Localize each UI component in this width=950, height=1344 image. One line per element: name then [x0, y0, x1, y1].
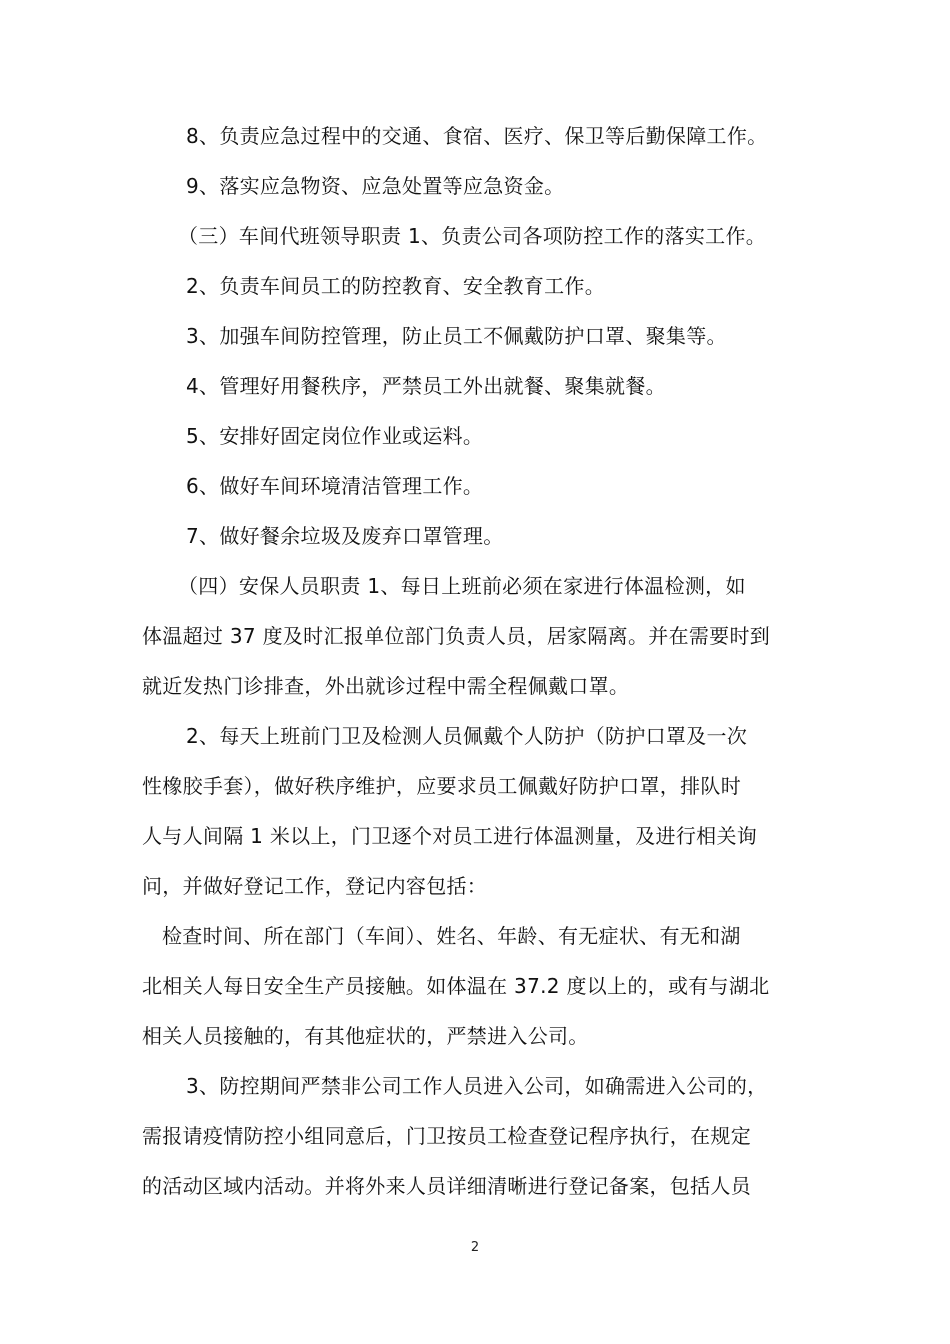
text-line: 6、做好车间环境清洁管理工作。: [186, 474, 484, 498]
text-line: 2、负责车间员工的防控教育、安全教育工作。: [186, 274, 606, 298]
text-line: 相关人员接触的，有其他症状的，严禁进入公司。: [142, 1024, 589, 1048]
text-line: 需报请疫情防控小组同意后，门卫按员工检查登记程序执行，在规定: [142, 1124, 751, 1148]
page-number: 2: [470, 1240, 480, 1255]
text-line: 7、做好餐余垃圾及废弃口罩管理。: [186, 524, 504, 548]
text-line: 检查时间、所在部门（车间）、姓名、年龄、有无症状、有无和湖: [162, 924, 741, 948]
section-heading-line: （四）安保人员职责 1、每日上班前必须在家进行体温检测，如: [178, 574, 746, 598]
section-heading-line: （三）车间代班领导职责 1、负责公司各项防控工作的落实工作。: [178, 224, 767, 248]
text-line: 人与人间隔 1 米以上，门卫逐个对员工进行体温测量，及进行相关询: [142, 824, 758, 848]
text-line: 8、负责应急过程中的交通、食宿、医疗、保卫等后勤保障工作。: [186, 124, 768, 148]
text-line: 就近发热门诊排查，外出就诊过程中需全程佩戴口罩。: [142, 674, 630, 698]
text-line: 体温超过 37 度及时汇报单位部门负责人员，居家隔离。并在需要时到: [142, 624, 771, 648]
text-line: 的活动区域内活动。并将外来人员详细清晰进行登记备案，包括人员: [142, 1174, 751, 1198]
text-line: 北相关人每日安全生产员接触。如体温在 37.2 度以上的，或有与湖北: [142, 974, 770, 998]
text-line: 问，并做好登记工作，登记内容包括：: [142, 874, 488, 898]
text-line: 4、管理好用餐秩序，严禁员工外出就餐、聚集就餐。: [186, 374, 666, 398]
text-line: 3、防控期间严禁非公司工作人员进入公司，如确需进入公司的，: [186, 1074, 768, 1098]
text-line: 3、加强车间防控管理，防止员工不佩戴防护口罩、聚集等。: [186, 324, 727, 348]
text-line: 性橡胶手套），做好秩序维护，应要求员工佩戴好防护口罩，排队时: [142, 774, 741, 798]
text-line: 5、安排好固定岗位作业或运料。: [186, 424, 484, 448]
text-line: 2、每天上班前门卫及检测人员佩戴个人防护（防护口罩及一次: [186, 724, 748, 748]
text-line: 9、落实应急物资、应急处置等应急资金。: [186, 174, 565, 198]
